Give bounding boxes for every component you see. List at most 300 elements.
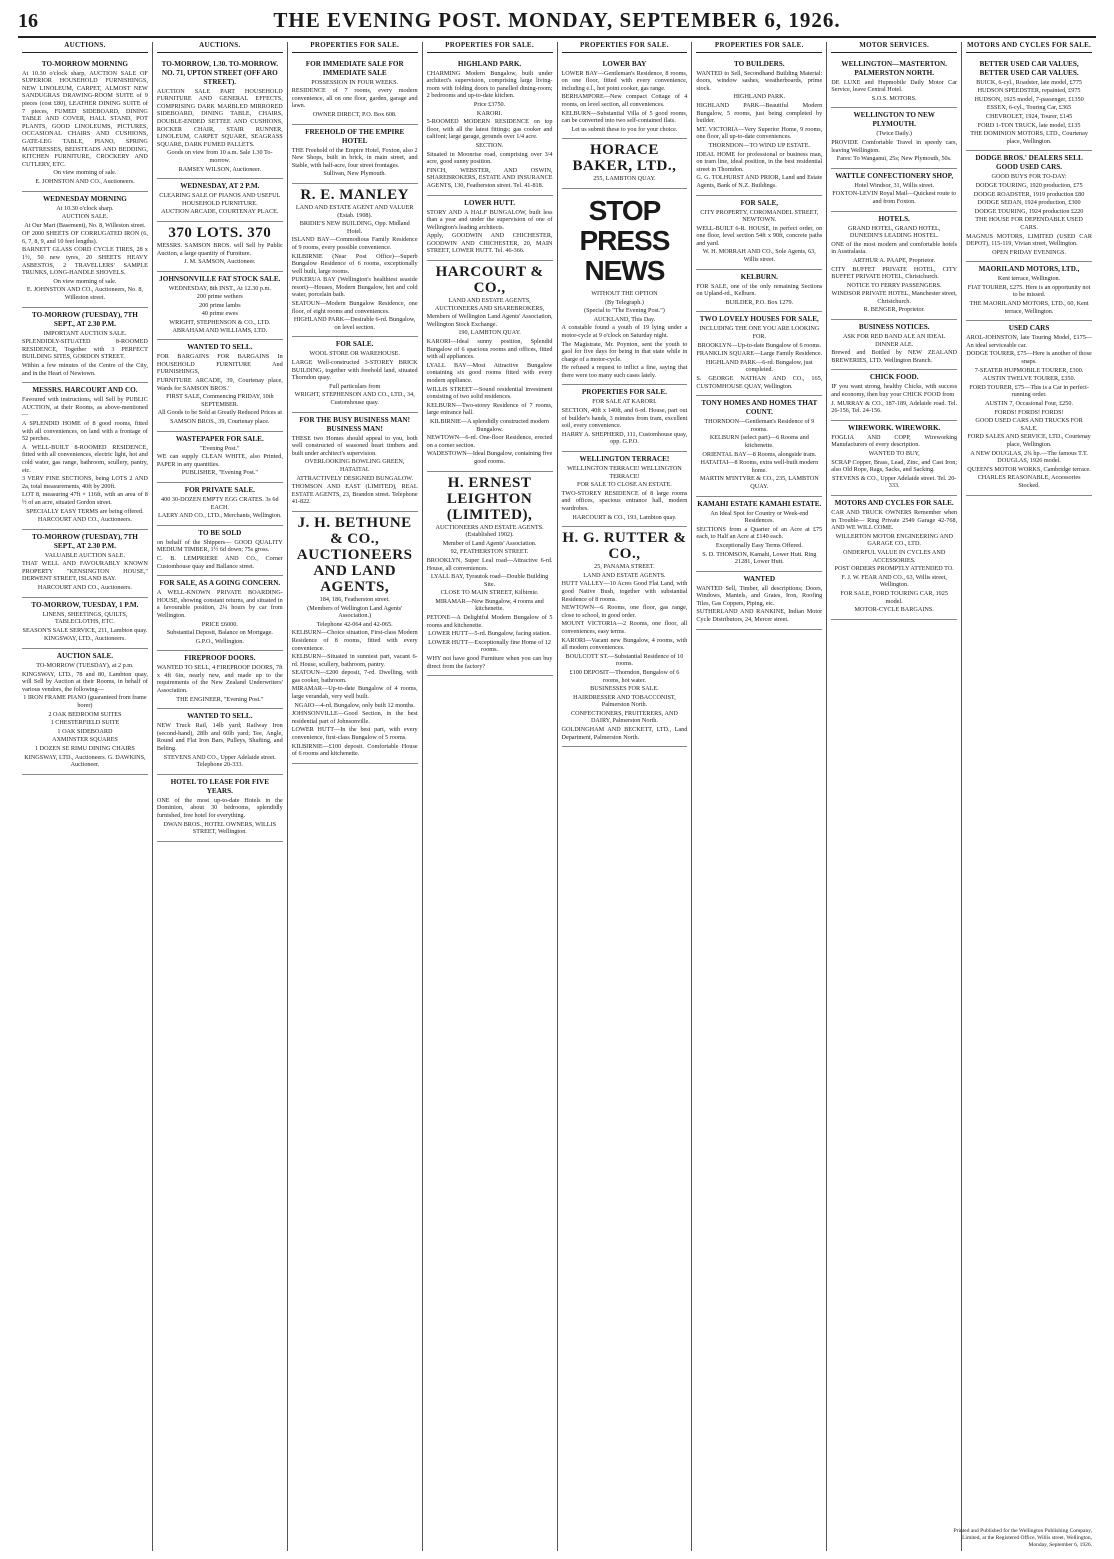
advertisement xyxy=(157,709,283,775)
ad-text: KELBURN (select part)—6 Rooms and kitchenette. xyxy=(709,434,809,449)
advertisement xyxy=(292,337,418,412)
advertisement xyxy=(22,383,148,530)
column-heading: PROPERTIES FOR SALE. xyxy=(427,42,553,53)
ad-text: RESIDENCE of 7 rooms, every modern convenience, all on one floor, garden, garage and lawn. xyxy=(291,87,418,110)
advertisement xyxy=(427,261,553,471)
ad-title: WELLINGTON TERRACE! xyxy=(579,455,670,464)
ad-title: JOHNSONVILLE FAT STOCK SALE. xyxy=(159,274,281,283)
ad-title: MOTORS AND CYCLES FOR SALE. xyxy=(834,498,954,507)
ad-text: 25, PANAMA STREET. xyxy=(594,563,655,571)
ad-text: IMPORTANT AUCTION SALE. xyxy=(43,329,127,337)
ad-title: DODGE BROS.' DEALERS SELL GOOD USED CARS. xyxy=(975,154,1083,172)
advertisement xyxy=(292,413,418,512)
ad-title: HIGHLAND PARK. xyxy=(457,59,522,68)
ad-text: CITY PROPERTY, COROMANDEL STREET, NEWTOWN. xyxy=(700,208,819,224)
ad-text: WEDNESDAY, 8th INST., At 12.30 p.m. xyxy=(168,284,271,292)
advertisement xyxy=(157,483,283,526)
ad-text: A SPLENDID HOME of 8 good rooms, fitted with all conveniences, on land with a frontage of 52 perches. xyxy=(22,419,148,443)
ad-text: GOOD BUYS FOR TO-DAY: xyxy=(991,173,1067,181)
ad-text: S.O.S. MOTORS. xyxy=(871,94,917,102)
ad-title: WATTLE CONFECTIONERY SHOP, xyxy=(835,171,954,180)
ad-text: BROOKLYN, Super Leal road—Attractive 6-rd. House, all conveniences. xyxy=(426,556,553,572)
ad-text: BUSINESSES FOR SALE. xyxy=(590,685,659,693)
ad-text: POST ORDERS PROMPTLY ATTENDED TO. xyxy=(834,565,954,573)
stop-press-headline: STOP PRESS NEWS xyxy=(579,194,670,286)
ad-title: WEDNESDAY, AT 2 P.M. xyxy=(180,182,260,191)
ad-text: IF you want strong, healthy Chicks, with success and economy, then buy your CHICK FOOD from xyxy=(831,383,958,399)
advertisement xyxy=(157,272,283,341)
ad-text: ARTHUR A. PAAPE, Proprietor. xyxy=(853,256,936,264)
ad-text: He refused a request to inflict a fine, saying that there were too many such cases lately. xyxy=(561,364,688,379)
ad-text: GOOD USED CARS AND TRUCKS FOR SALE. xyxy=(975,417,1083,432)
advertisement xyxy=(292,512,418,764)
ad-text: HARCOURT AND CO., Auctioneers. xyxy=(37,516,132,524)
ad-text: 190, LAMBTON QUAY. xyxy=(458,329,521,337)
ad-text: DODGE TOURING, 1924 production £220 xyxy=(974,207,1084,215)
ad-text: DODGE TOURER, £75—Here is another of those snaps. xyxy=(966,350,1092,366)
ad-title: J. H. BETHUNE & CO., AUCTIONEERS AND LAND AGENTS, xyxy=(296,514,413,595)
ad-title: AUCTION SALE. xyxy=(56,652,114,661)
column-6 xyxy=(691,42,826,1551)
ad-title: FOR SALE, xyxy=(740,198,779,207)
ad-text: STEVENS AND CO., Upper Adelaide street. Telephone 20-333. xyxy=(163,753,276,769)
ad-text: THE Freehold of the Empire Hotel, Foxton, also 2 New Shops, built in brick, in main street, and Stable, with half-acre, four street frontages. xyxy=(291,146,418,169)
ad-text: 40 prime ewes xyxy=(201,310,238,318)
ad-text: PUBLISHER, "Evening Post." xyxy=(181,469,258,477)
ad-text: 92, FEATHERSTON STREET. xyxy=(450,548,529,556)
advertisement xyxy=(157,526,283,576)
column-heading: MOTOR SERVICES. xyxy=(831,42,957,53)
ad-text: Situated in Moonrise road, comprising over 3/4 acre, good sunny position. xyxy=(426,150,553,166)
ad-text: At 10.30 o'clock sharp. xyxy=(56,204,114,212)
ad-text: STORY AND A HALF BUNGALOW, built less than a year and under the supervision of one of Wellington's leading architects. xyxy=(426,208,553,231)
ad-text: Member of Land Agents' Association. xyxy=(442,539,537,547)
ad-text: SCRAP Copper, Brass, Lead, Zinc, and Cast Iron; also Old Rope, Rags, Sacks, and Sacking. xyxy=(831,458,958,474)
column-heading: PROPERTIES FOR SALE. xyxy=(562,42,688,53)
ad-text: Goods on view from 10 a.m. Sale 1.30 To-morrow. xyxy=(167,149,273,164)
ad-text: Within a few minutes of the Centre of the City, and in the Heart of Newtown. xyxy=(22,362,148,377)
newspaper-header xyxy=(18,6,1096,38)
advertisement xyxy=(292,57,418,125)
ad-title: FOR SALE, AS A GOING CONCERN. xyxy=(159,579,281,588)
ad-text: "Evening Post." xyxy=(200,444,240,452)
ad-text: BROOKLYN—Up-to-date Bungalow of 6 rooms. xyxy=(697,341,822,349)
ad-text: 2 OAK BEDROOM SUITES xyxy=(48,710,122,718)
ad-text: All Goods to be Sold at Greatly Reduced Prices at xyxy=(157,409,282,417)
ad-text: KELBURN—Substantial Villa of 5 good rooms, can be converted into two self-contained flats. xyxy=(561,109,688,125)
ad-text: MOUNT VICTORIA—2 Rooms, one floor, all conveniences, easy terms. xyxy=(561,620,688,635)
ad-text: MAGNUS MOTORS, LIMITED (USED CAR DEPOT), 115-119, Vivian street, Wellington. xyxy=(966,232,1092,248)
ad-text: DODGE ROADSTER, 1919 production £80 xyxy=(973,190,1085,198)
ad-text: CHEVROLET, 1924, Tourer, £145 xyxy=(985,112,1073,120)
ad-text: STEVENS & CO., Upper Adelaide street. Tel. 20-333. xyxy=(831,474,957,490)
ad-title: BETTER USED CAR VALUES, BETTER USED CAR VALUES. xyxy=(979,59,1079,77)
ad-text: G. G. TOLHURST AND PRIOR, Land and Estate Agents, Bank of N.Z. Buildings. xyxy=(696,174,823,189)
ad-title: TO-MORROW (TUESDAY), 7TH SEPT., AT 2.30 P.M. xyxy=(31,310,138,328)
ad-text: W. H. MORRAH AND CO., Sole Agents, 63, Willis street. xyxy=(702,248,816,264)
column-8 xyxy=(961,42,1096,1551)
advertisement xyxy=(966,262,1092,321)
ad-text: Exceptionally Easy Terms Offered. xyxy=(715,541,803,549)
ad-text: J. M. SAMSON, Auctioneer. xyxy=(184,258,256,266)
advertisement xyxy=(696,57,822,196)
ad-text: J. MURRAY & CO., 187-189, Adelaide road. Tel. 26-156, Tel. 24-156. xyxy=(831,399,958,415)
ad-text: Price £3750. xyxy=(473,100,506,108)
advertisement xyxy=(696,497,822,572)
ad-text: FIRST SALE, Commencing FRIDAY, 10th SEPTEMBER. xyxy=(166,393,274,408)
ad-text: KELBURN—Situated in sunniest part, vacant 6-rd. House, scullery, bathroom, pantry. xyxy=(291,653,418,668)
ad-text: KELBURN—Choice situation, First-class Modern Residence of 8 rooms, fitted with every convenience. xyxy=(291,629,418,652)
ad-text: LOWER HUTT—In the best part, with every convenience, first-class Bungalow of 5 rooms. xyxy=(291,726,418,742)
ad-text: CLOSE TO MAIN STREET, Kilbirnie. xyxy=(440,589,539,597)
ad-text: A NEW DOUGLAS, 2¾ hp.—The famous T.T. DOUGLAS, 1926 model. xyxy=(970,449,1088,465)
advertisement xyxy=(22,192,148,308)
advertisement xyxy=(427,472,553,677)
ad-text: HUDSON, 1925 model, 7-passenger, £1350 xyxy=(974,95,1084,103)
advertisement xyxy=(157,651,283,709)
advertisement xyxy=(696,196,822,270)
ad-text: (By Telegraph.) xyxy=(604,298,644,306)
ad-text: 400 30-DOZEN EMPTY EGG CRATES. 3s 6d EACH. xyxy=(161,495,279,511)
ad-text: WRIGHT, STEPHENSON & CO., LTD. ABRAHAM AND WILLIAMS, LTD. xyxy=(169,319,271,334)
advertisement xyxy=(292,125,418,184)
ad-title: TO BUILDERS. xyxy=(734,59,785,68)
advertisement xyxy=(966,321,1092,495)
ad-title: TO-MORROW (TUESDAY), 7TH SEPT., AT 2.30 P.M. xyxy=(31,532,138,550)
ad-text: WANTED TO BUY, xyxy=(868,450,920,457)
ad-text: Hotel Windsor, 31, Willis street. xyxy=(854,181,934,189)
ad-text: INCLUDING THE ONE YOU ARE LOOKING FOR. xyxy=(699,325,820,341)
ad-text: Members of Wellington Land Agents' Association, Wellington Stock Exchange. xyxy=(426,313,553,328)
ad-title: KELBURN. xyxy=(740,272,778,281)
ad-text: LOWER HUTT—Exceptionally fine Home of 12 rooms. xyxy=(428,638,551,654)
ad-text: £100 DEPOSIT—Thorndon, Bungalow of 6 rooms, hot water. xyxy=(569,668,680,684)
ad-title: TO-MORROW MORNING xyxy=(41,59,129,68)
ad-text: TO-MORROW (TUESDAY), at 2 p.m. xyxy=(36,662,134,670)
ad-text: FORD TOURER, £75—This is a Car in perfect-running order. xyxy=(969,383,1089,399)
ad-title: FOR THE BUSY BUSINESS MAN! BUSINESS MAN! xyxy=(299,415,410,433)
ad-text: 1 DOZEN SE RIMU DINING CHAIRS xyxy=(35,744,135,752)
advertisement xyxy=(157,222,283,272)
ad-text: C. B. LEMPRIERE AND CO., Corner Customhouse quay and Ballance street. xyxy=(156,554,283,570)
ad-text: FINCH, WEBSTER, AND OSWIN, SHAREBROKERS, ESTATE AND INSURANCE AGENTS, 130, Featherston street. Tel. 41-818. xyxy=(426,166,553,189)
ad-title: HOTELS. xyxy=(878,214,910,223)
ad-title: HOTEL TO LEASE FOR FIVE YEARS. xyxy=(170,777,270,795)
ad-text: OVERLOOKING BOWLING GREEN, HATAITAI. xyxy=(304,458,405,473)
column-2 xyxy=(152,42,287,1551)
ad-text: Let us submit these to you for your choice. xyxy=(571,125,678,133)
page-number: 16 xyxy=(18,10,38,32)
ad-text: OF 2000 SHEETS OF CORRUGATED IRON (6, 6, 7, 8, 9, and 10 feet lengths). xyxy=(22,230,148,245)
ad-text: KELBURN—Two-storey Residence of 7 rooms, large entrance hall. xyxy=(426,401,553,417)
ad-text: OWNER DIRECT, P.O. Box 608. xyxy=(312,110,397,118)
column-1 xyxy=(18,42,152,1551)
ad-text: SEASON'S SALE SERVICE, 211, Lambton quay. xyxy=(22,626,148,634)
ad-text: KINGSWAY, LTD., Auctioneers. xyxy=(43,635,126,643)
advertisement xyxy=(831,169,957,212)
ad-text: CAR AND TRUCK OWNERS Remember when in Trouble— Ring Private 2549 Garage 42-768, AND WE WILL COME. xyxy=(831,508,958,532)
ad-text: BOULCOTT ST.—Substantial Residence of 10 rooms. xyxy=(565,652,684,668)
ad-title: WEDNESDAY MORNING xyxy=(42,194,127,203)
ad-title: PROPERTIES FOR SALE. xyxy=(581,388,667,397)
ad-title: TO-MORROW, 1.30. TO-MORROW. NO. 71, UPTON STREET (OFF ARO STREET). xyxy=(161,59,279,86)
ad-text: Telephone 42-064 and 42-065. xyxy=(316,620,393,628)
ad-text: AXMINSTER SQUARES xyxy=(52,736,118,744)
ad-text: MT. VICTORIA—Very Superior Home, 9 rooms, one floor, all up-to-date conveniences. xyxy=(696,125,823,141)
ad-text: FOR SALE, FORD TOURING CAR, 1925 model. xyxy=(840,589,948,605)
ad-title: WANTED TO SELL. xyxy=(187,712,253,721)
ad-text: AUCTION SALE PART HOUSEHOLD FURNITURE AND GENERAL EFFECTS, COMPRISING DARK MARBLED MIRRORED SIDEBOARD, DINING TABLE, CHAIRS, DOUBLE-ENDED SETTEE AND CUSHIONS, ROCKER CHAIR, STAIR RUNNER, LINOLEUM, CARPET SQUARE, SEAGRASS SQUARE, DARK FUMED PALLETS. xyxy=(156,87,283,148)
ad-title: TWO LOVELY HOUSES FOR SALE, xyxy=(699,315,819,324)
ad-text: SEATOUN—Modern Bungalow Residence, one floor, of eight rooms and conveniences. xyxy=(291,300,418,315)
ad-text: QUEEN'S MOTOR WORKS, Cambridge terrace. xyxy=(967,465,1091,473)
ad-text: LOWER HUTT—5-rd. Bungalow, facing station. xyxy=(428,630,551,638)
column-heading: AUCTIONS. xyxy=(157,42,283,53)
ad-text: Full particulars from xyxy=(329,382,381,390)
advertisement xyxy=(831,370,957,420)
ad-text: KILBIRNIE (Near Post Office)—Superb Bungalow Residence of 6 rooms, exceptionally well built, large rooms. xyxy=(291,252,418,275)
ad-text: AROL-JOHNSTON, late Touring Model, £175—An ideal serviceable car. xyxy=(966,334,1092,349)
ad-text: on behalf of the Shippers— GOOD QUALITY MEDIUM TIMBER, 1½ 6d down; 75s gross. xyxy=(156,538,283,554)
ad-text: TWO-STOREY RESIDENCE of 8 large rooms and offices, spacious entrance hall, modern wardrobes. xyxy=(561,489,688,512)
ad-text: IDEAL HOME for professional or business man, on tram line, ideal position, in the best residential street in Thorndon. xyxy=(696,150,823,173)
ad-text: HARCOURT & CO., 193, Lambton quay. xyxy=(572,513,677,521)
ad-text: At 10.30 o'clock sharp, AUCTION SALE OF SUPERIOR HOUSEHOLD FURNISHINGS, NEW LINOLEUM, CARPET, ALMOST NEW SANDUGRAS DRAWING-ROOM SUITE of 9 pieces (cost £80), LEATHER DINING SUITE of 7 pieces, FUMED SIDEBOARD, DINING TABLE AND COVER, HALL STAND, POT PLANTS, GOOD LINOLEUMS, PICTURES, OCCASIONAL CHAIRS AND CUSHIONS, GATE-LEG TABLE, PIANO, SPRING MATTRESSES, BEDSTEADS AND BEDDING, KITCHEN FURNITURE, CROCKERY AND CUTLERY, ETC. xyxy=(22,69,148,168)
ad-text: MIRAMAR—New Bungalow, 4 rooms and kitchenette. xyxy=(435,597,544,613)
advertisement xyxy=(157,340,283,431)
ad-text: NEW Truck Rail, 14lb yard; Railway Iron (second-hand), 28lb and 60lb yard; Tee, Angle, Round and Flat Iron Bars, Pulleys, Shafting, and Belting. xyxy=(156,722,283,753)
advertisement xyxy=(831,57,957,109)
ad-title: MAORILAND MOTORS, LTD., xyxy=(978,265,1080,274)
advertisement xyxy=(562,57,688,140)
ad-text: MARTIN M'INTYRE & CO., 235, LAMBTON QUAY. xyxy=(699,475,819,490)
ad-title: FREEHOLD OF THE EMPIRE HOTEL xyxy=(305,127,405,145)
ad-text: FOR BARGAINS FOR BARGAINS In HOUSEHOLD FURNITURE And FURNISHINGS, xyxy=(156,353,283,376)
ad-title: HARCOURT & CO., xyxy=(435,264,544,297)
ad-text: CLEARING SALE OF PIANOS AND USEFUL HOUSEHOLD FURNITURE. xyxy=(159,192,281,207)
ad-text: AUSTIN 7, Occasional Four, £250. xyxy=(985,400,1074,407)
ad-text: WHY not have good Furniture when you can buy direct from the factory? xyxy=(426,655,553,670)
ad-title: H. G. RUTTER & CO., xyxy=(562,530,687,563)
ad-text: HUDSON SPEEDSTER, repainted, £975 xyxy=(977,87,1081,95)
ad-text: ONDERFUL VALUE IN CYCLES AND ACCESSORIES. xyxy=(843,548,946,564)
ad-text: At Our Mart (Basement), No. 8, Willeston street. xyxy=(24,221,146,229)
column-7 xyxy=(826,42,961,1551)
ad-text: CONFECTIONERS, FRUITERERS, AND DAIRY, Palmerston North. xyxy=(570,709,678,725)
ad-text: MOTOR-CYCLE BARGAINS. xyxy=(854,606,934,614)
advertisement xyxy=(562,385,688,452)
ad-text: 200 prime lambs xyxy=(199,301,241,309)
ad-title: TO BE SOLD xyxy=(198,528,242,537)
ad-text: WANTED Sell, Timber, all descriptions; Doors, Windows, Mantels, and Grates, Iron, Roofing Tiles, Gas Coppers, Piping, etc. xyxy=(696,584,823,607)
ad-text: THE ENGINEER, "Evening Post." xyxy=(176,695,264,703)
ad-text: LAND AND ESTATE AGENTS. xyxy=(583,571,666,579)
ad-text: SUTHERLAND AND RANKINE, Indian Motor Cycle Distributors, 24, Mercer street. xyxy=(696,608,823,624)
ad-text: GOLDINGHAM AND BECKETT, LTD., Land Department, Palmerston North. xyxy=(561,726,688,741)
ad-text: 5-ROOMED MODERN RESIDENCE on top floor, with all the latest fittings; gas cooker and califont; large garage, grounds over 1/4 acre. xyxy=(426,118,553,141)
ad-text: AUCTION ARCADE, COURTENAY PLACE. xyxy=(161,208,279,216)
ad-text: FORD SALES AND SERVICE, LTD., Courtenay place, Wellington. xyxy=(967,433,1091,448)
advertisement xyxy=(696,312,822,396)
ad-text: HIGHLAND PARK—Beautiful Modern Bungalow, 5 rooms, just being completed by builder. xyxy=(696,101,823,125)
ad-text: 200 prime wethers xyxy=(196,293,243,301)
column-5 xyxy=(557,42,692,1551)
ad-text: KINGSWAY, LTD., 78 and 80, Lambton quay, will Sell by Auction at their Rooms, in behalf of various vendors, the following— xyxy=(22,670,148,693)
ad-text: BRIDIE'S NEW BUILDING, Opp. Midland Hotel. xyxy=(299,220,410,235)
ad-text: JOHNSONVILLE—Good Section, in the best residential part of Johnsonville. xyxy=(291,710,418,725)
ad-title: LOWER BAY xyxy=(602,59,647,68)
ad-text: KARORI. xyxy=(476,109,503,117)
advertisement xyxy=(831,496,957,620)
ad-text: KINGSWAY, LTD., Auctioneers. G. DAWKINS, Auctioneer. xyxy=(24,753,146,769)
ad-text: ASK FOR RED BAND ALE AN IDEAL DINNER ALE. xyxy=(842,333,946,348)
ad-text: WOOL STORE OR WAREHOUSE. xyxy=(309,350,400,358)
ad-columns xyxy=(18,42,1096,1551)
advertisement xyxy=(966,57,1092,152)
ad-text: HARCOURT AND CO., Auctioneers. xyxy=(37,584,132,592)
ad-text: FRANKLIN SQUARE—Large Family Residence. xyxy=(696,350,823,358)
ad-text: WE can supply CLEAN WHITE, also Printed, PAPER in any quantities. xyxy=(156,453,283,468)
advertisement xyxy=(427,196,553,262)
ad-text: KILBIRNIE—A splendidly constructed modern Bungalow. xyxy=(430,417,550,433)
column-heading: PROPERTIES FOR SALE. xyxy=(696,42,822,53)
advertisement xyxy=(22,598,148,649)
ad-text: HIGHLAND PARK—Desirable 6-rd. Bungalow, on level section. xyxy=(293,316,416,331)
column-4 xyxy=(422,42,557,1551)
ad-text: SAMSON BROS., 39, Courtenay place. xyxy=(170,418,270,425)
ad-text: WINDSOR PRIVATE HOTEL, Manchester street, Christchurch. xyxy=(831,290,957,305)
ad-text: BUILDER, P.O. Box 1279. xyxy=(725,298,794,306)
advertisement xyxy=(831,108,957,168)
ad-title: FOR PRIVATE SALE. xyxy=(184,485,255,494)
ad-text: PETONE—A Delightful Modern Bungalow of 5 rooms and kitchenette. xyxy=(426,614,553,629)
ad-text: E. JOHNSTON AND CO., Auctioneers. xyxy=(35,177,135,185)
ad-text: MESSRS. SAMSON BROS. will Sell by Public Auction, a large quantity of Furniture. xyxy=(156,241,283,257)
advertisement xyxy=(22,57,148,192)
ad-text: On view morning of sale. xyxy=(53,169,117,177)
ad-title: FOR SALE. xyxy=(335,340,374,349)
ad-text: FOR SALE TO CLOSE AN ESTATE. xyxy=(577,481,672,489)
advertisement xyxy=(696,396,822,496)
ad-text: LAND AND ESTATE AGENT AND VALUER (Estab. 1908). xyxy=(295,203,414,219)
ad-title: WANTED TO SELL. xyxy=(187,343,253,352)
advertisement xyxy=(966,151,1092,262)
ad-text: 3 VERY FINE SECTIONS, being LOTS 2 AND 2a, total measurements, 40ft by 200ft. xyxy=(22,475,148,490)
ad-text: SECTION, 40ft x 140ft, and 6-rd. House, part out of builder's hands, 3 minutes from tram, excellent soil, every convenience. xyxy=(561,407,688,430)
ad-text: (Members of Wellington Land Agents' Association.) xyxy=(307,604,403,620)
ad-text: A constable found a youth of 19 lying under a motor-cycle at 9 o'clock on Saturday night. xyxy=(561,324,688,339)
ad-text: WILLERTON MOTOR ENGINEERING AND GARAGE CO., LTD. xyxy=(835,532,953,548)
ad-text: KARORI—Ideal sunny position, Splendid Bungalow of 6 spacious rooms and offices, fitted with all appliances. xyxy=(426,338,553,361)
ad-text: HAIRDRESSER AND TOBACCONIST, Palmerston North. xyxy=(573,693,676,709)
ad-text: PRICE £6000. xyxy=(201,620,238,628)
ad-text: THAT WELL AND FAVOURABLY KNOWN PROPERTY "KENSINGTON HOUSE," DERWENT STREET, ISLAND BAY. xyxy=(22,560,148,583)
ad-title: FIREPROOF DOORS. xyxy=(184,654,256,663)
ad-text: DODGE TOURING, 1920 production, £75 xyxy=(975,181,1083,189)
ad-text: LAERY AND CO., LTD., Merchants, Wellington. xyxy=(158,512,282,520)
ad-text: FOXTON-LEVIN Royal Mail—Quickest route to and from Foxton. xyxy=(832,190,957,205)
advertisement xyxy=(22,308,148,384)
ad-text: VALUABLE AUCTION SALE. xyxy=(44,551,126,559)
advertisement xyxy=(831,212,957,321)
ad-text: Substantial Deposit, Balance on Mortgage. xyxy=(166,629,273,637)
ad-title: KAMAHI ESTATE KAMAHI ESTATE. xyxy=(697,499,822,508)
ad-text: An Ideal Spot for Country or Week-end Residences. xyxy=(710,509,809,525)
ad-text: AUSTIN TWELVE TOURER, £350. xyxy=(983,375,1076,383)
ad-title: WIREWORK. WIREWORK. xyxy=(848,423,941,432)
ad-text: SPECIALLY EASY TERMS are being offered. xyxy=(26,507,144,515)
ad-text: A WELL-BUILT 8-ROOMED RESIDENCE, fitted with all conveniences, electric light, hot and cold water, gas range, bathroom, scullery, pantry, etc. xyxy=(22,443,148,474)
advertisement xyxy=(157,57,283,180)
ad-text: LOWER BAY—Gentleman's Residence, 8 rooms, on one floor, fitted with every convenience, including e.l., hot point cooker, gas range. xyxy=(561,69,688,92)
ad-title: 370 LOTS. 370 xyxy=(168,224,272,241)
column-heading: AUCTIONS. xyxy=(22,42,148,53)
ad-text: WRIGHT, STEPHENSON AND CO., LTD., 34, Customhouse quay. xyxy=(294,391,415,406)
ad-text: LOT 8, measuring 47ft × 116ft, with an area of 8 ½ of an acre, situated Gordon street. xyxy=(22,491,148,506)
ad-text: ORIENTAL BAY—8 Rooms, alongside tram. xyxy=(702,450,817,458)
ad-title: BUSINESS NOTICES. xyxy=(858,323,930,332)
ad-text: OPEN FRIDAY EVENINGS. xyxy=(992,248,1067,256)
ad-text: WILLIS STREET—Sound residential investment consisting of two solid residences. xyxy=(426,385,553,401)
ad-text: WADESTOWN—Ideal Bungalow, containing five good rooms. xyxy=(426,450,553,465)
ad-text: Fares: To Wanganui, 25s; New Plymouth, 50s. xyxy=(836,155,952,163)
ad-text: KARORI—Vacant new Bungalow, 4 rooms, with all modern conveniences. xyxy=(561,636,688,652)
ad-text: 7-SEATER HUPMOBILE TOURER, £300. xyxy=(974,366,1084,374)
ad-text: THOMSON AND EAST (LIMITED), REAL ESTATE AGENTS, 23, Brandon street. Telephone 41-822. xyxy=(291,483,418,506)
ad-text: KILBIRNIE—£100 deposit. Comfortable House of 6 rooms and kitchenette. xyxy=(291,742,418,758)
ad-text: WELL-BUILT 6-R. HOUSE, in perfect order, on one floor, level section 54ft x 90ft, concrete paths and yard. xyxy=(696,224,823,247)
ad-text: AUCTIONEERS AND ESTATE AGENTS. (Established 1902). xyxy=(435,523,544,539)
ad-text: FIAT TOURER, £275. Here is an opportunity not to be missed. xyxy=(967,283,1091,299)
ad-text: Brewed and Bottled by NEW ZEALAND BREWERIES, LTD. Wellington Branch. xyxy=(831,349,958,364)
ad-text: NGAIO—4-rd. Bungalow, only built 12 months. xyxy=(294,701,415,709)
ad-text: FURNITURE ARCADE, 39, Courtenay place, Wards for SAMSON BROS.' xyxy=(156,377,283,392)
ad-text: 1 IRON FRAME PIANO (guaranteed from frame borer) xyxy=(23,694,147,709)
ad-title: WELLINGTON—MASTERTON. PALMERSTON NORTH. xyxy=(841,59,947,77)
advertisement xyxy=(157,432,283,483)
ad-title: WANTED xyxy=(743,574,776,583)
column-3 xyxy=(287,42,422,1551)
ad-text: PROVIDE Comfortable Travel in speedy cars, leaving Wellington. xyxy=(831,138,958,154)
ad-text: WELLINGTON TERRACE! WELLINGTON TERRACE! xyxy=(567,465,682,480)
ad-text: ATTRACTIVELY DESIGNED BUNGALOW. xyxy=(296,474,414,482)
ad-title: WELLINGTON TO NEW PLYMOUTH. xyxy=(853,111,935,129)
ad-text: THESE two Homes should appeal to you, both well constructed of seasoned heart timbers and built under architect's supervision. xyxy=(291,434,418,457)
ad-title: HORACE BAKER, LTD., xyxy=(572,142,677,175)
ad-text: NEWTOWN—6 Rooms, one floor, gas range, close to school, in good order. xyxy=(561,604,688,619)
ad-text: DE LUXE and Hupmobile Daily Motor Car Service, leave Central Hotel. xyxy=(831,78,958,94)
ad-title: TONY HOMES AND HOMES THAT COUNT. xyxy=(701,399,818,417)
ad-text: Kent terrace, Wellington. xyxy=(997,275,1061,283)
ad-text: PUKERUA BAY (Wellington's healthiest seaside resort)—Houses, Modern Bungalow, hot and cold water, porcelain bath. xyxy=(291,276,418,299)
ad-text: S. GEORGE NATHAN AND CO., 165, CUSTOMHOUSE QUAY, Wellington. xyxy=(696,375,823,390)
ad-text: FOR SALE AT KARORI. xyxy=(592,398,657,406)
ad-text: THORNDON—Gentleman's Residence of 9 rooms. xyxy=(704,418,815,433)
ad-text: F. J. W. FEAR AND CO., 63, Willis street, Wellington. xyxy=(841,573,947,589)
advertisement xyxy=(292,184,418,338)
ad-title: MESSRS. HARCOURT AND CO. xyxy=(32,386,138,395)
masthead: THE EVENING POST. MONDAY, SEPTEMBER 6, 1926. xyxy=(273,8,841,32)
ad-text: RAMSEY WILSON, Auctioneer. xyxy=(178,165,262,173)
ad-text: Apply, GOODWIN AND CHICHESTER, GOODWIN AND CHICHESTER, 20, MAIN STREET, LOWER HUTT. Tel. 46-366. xyxy=(426,232,553,255)
ad-title: CHICK FOOD. xyxy=(869,373,919,382)
ad-title: FOR IMMEDIATE SALE FOR IMMEDIATE SALE xyxy=(305,59,404,77)
ad-text: FORD 1-TON TRUCK, late model, £135 xyxy=(977,121,1081,129)
footer-imprint: Printed and Published for the Wellington Publishing Company, Limited, at the Registered Office, Willis street, Wellington, Monday, September 6, 1926. xyxy=(953,1528,1092,1548)
ad-text: E. JOHNSTON AND CO., Auctioneers, No. 8, Willeston street. xyxy=(26,286,143,302)
column-heading: PROPERTIES FOR SALE. xyxy=(292,42,418,53)
ad-text: BARNETT GLASS CORD CYCLE TIRES, 28 x 1½, 50 new tyres, 20 SHEETS HEAVY ASBESTOS, 2 TRAVELLERS' SAMPLE TRUNKS, LONG-HANDLE SHOVELS. xyxy=(22,246,148,277)
